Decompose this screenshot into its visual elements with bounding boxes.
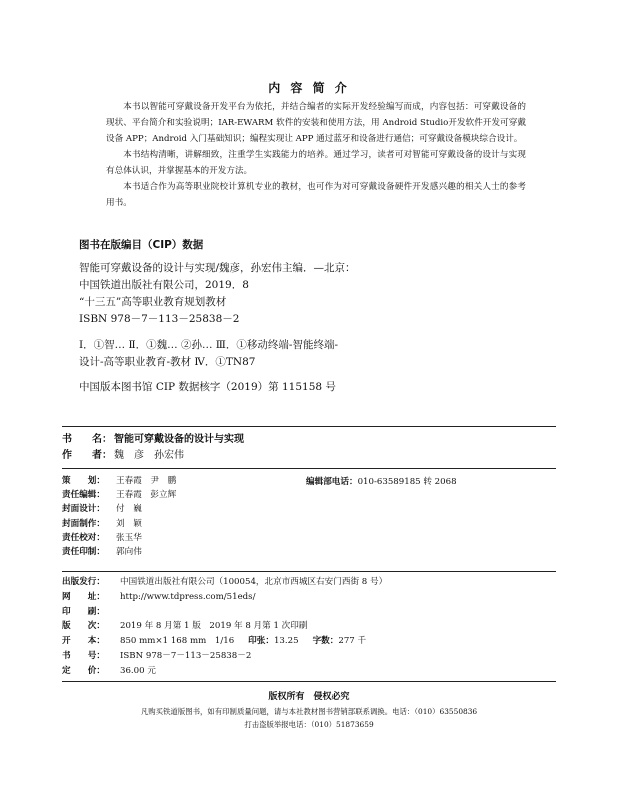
- price-value: 36.00 元: [120, 665, 156, 676]
- publication-info: [62, 575, 387, 679]
- staff-label: 封面设计：: [62, 504, 105, 515]
- editorial-phone-value: 010-63589185 转 2068: [357, 477, 457, 487]
- summary-paragraph-3: 本书适合作为高等职业院校计算机专业的教材，也可作为对可穿戴设备硬件开发感兴趣的相关人士的参考用书。: [106, 182, 526, 208]
- publisher-value: 中国铁道出版社有限公司（100054，北京市西城区右安门西街 8 号）: [120, 577, 388, 587]
- book-title-label: 书 名：: [62, 434, 112, 445]
- price-label: 定 价：: [62, 665, 105, 676]
- cip-line-5: Ⅰ．①智… Ⅱ．①魏… ②孙… Ⅲ．①移动终端-智能终端-: [79, 339, 339, 351]
- staff-value: 王春霞 彭立辉: [116, 490, 177, 501]
- isbn-value: ISBN 978－7－113－25838－2: [120, 650, 252, 661]
- staff-row: [62, 531, 176, 545]
- staff-credits: [62, 474, 176, 559]
- cip-line-4: ISBN 978－7－113－25838－2: [79, 313, 240, 325]
- staff-value: 张玉华: [116, 532, 142, 543]
- book-author-label: 作 者：: [62, 450, 112, 461]
- book-info: [62, 432, 244, 464]
- format-value: 850 mm×1 168 mm 1/16: [120, 636, 235, 647]
- staff-value: 郭向伟: [116, 547, 142, 558]
- rights-notice-line-1: 凡购买铁道版图书，如有印制质量问题，请与本社教材图书营销部联系调换。电话：（010）63550836: [140, 707, 478, 716]
- format-label: 开 本：: [62, 636, 105, 647]
- staff-label: 策 划：: [62, 476, 105, 486]
- summary-text: [106, 99, 526, 211]
- rights-notice: [0, 705, 618, 731]
- summary-paragraph-2: 本书结构清晰，讲解细致，注重学生实践能力的培养。通过学习，读者可对智能可穿戴设备的设计与实现有总体认识，并掌握基本的开发方法。: [106, 150, 526, 176]
- rights-notice-line-2: 打击盗版举报电话：（010）51873659: [244, 720, 374, 729]
- summary-title: 内 容 简 介: [268, 81, 350, 95]
- staff-label: 责任印制：: [62, 547, 105, 558]
- divider-rule: [62, 681, 556, 682]
- sheets-value: 13.25: [273, 636, 299, 647]
- staff-value: 刘 颖: [116, 518, 142, 529]
- cip-data: [79, 260, 539, 396]
- isbn-label: 书 号：: [62, 650, 105, 661]
- divider-rule: [62, 468, 556, 469]
- staff-row: [62, 517, 176, 531]
- staff-value: 王春霞 尹 鹏: [116, 476, 177, 486]
- edition-value: 2019 年 8 月第 1 版 2019 年 8 月第 1 次印刷: [120, 621, 308, 632]
- staff-row: [62, 474, 176, 488]
- editorial-phone: [306, 475, 457, 487]
- staff-row: [62, 545, 176, 559]
- words-label: 字数：: [312, 636, 339, 647]
- cip-line-3: “十三五”高等职业教育规划教材: [79, 296, 227, 308]
- publisher-label: 出版发行：: [62, 577, 105, 587]
- words-value: 277 千: [338, 636, 367, 647]
- divider-rule: [62, 571, 556, 572]
- staff-label: 责任编辑：: [62, 490, 105, 501]
- cip-number: 中国版本图书馆 CIP 数据核字（2019）第 115158 号: [79, 381, 336, 393]
- rights-title: 版权所有 侵权必究: [268, 692, 350, 702]
- edition-label: 版 次：: [62, 621, 105, 632]
- cip-line-2: 中国铁道出版社有限公司，2019．8: [79, 279, 249, 291]
- cip-line-6: 设计-高等职业教育-教材 Ⅳ．①TN87: [79, 356, 256, 368]
- url-label: 网 址：: [62, 591, 105, 602]
- cip-line-1: 智能可穿戴设备的设计与实现/魏彦，孙宏伟主编．—北京：: [79, 262, 356, 274]
- summary-paragraph-1: 本书以智能可穿戴设备开发平台为依托，并结合编者的实际开发经验编写而成，内容包括：可穿戴设备的现状、平台简介和实验说明；IAR-EWARM 软件的安装和使用方法，用 Android Studio开发软件开发可穿戴设备 APP；Android 入门基础知识；编程实现让 APP 通过蓝牙和设备进行通信；可穿戴设备模块综合设计。: [106, 102, 526, 144]
- book-title-value: 智能可穿戴设备的设计与实现: [114, 434, 244, 445]
- staff-value: 付 巍: [116, 504, 142, 515]
- staff-label: 责任校对：: [62, 532, 105, 543]
- cip-heading: 图书在版编目（CIP）数据: [79, 239, 204, 251]
- editorial-phone-label: 编辑部电话：: [306, 477, 358, 487]
- book-author-value: 魏 彦 孙宏伟: [114, 450, 184, 461]
- url-value: http://www.tdpress.com/51eds/: [120, 591, 256, 602]
- staff-row: [62, 488, 176, 502]
- staff-row: [62, 502, 176, 516]
- staff-label: 封面制作：: [62, 518, 105, 529]
- sheets-label: 印张：: [248, 636, 274, 647]
- divider-rule: [62, 426, 556, 427]
- print-label: 印 刷：: [62, 606, 105, 617]
